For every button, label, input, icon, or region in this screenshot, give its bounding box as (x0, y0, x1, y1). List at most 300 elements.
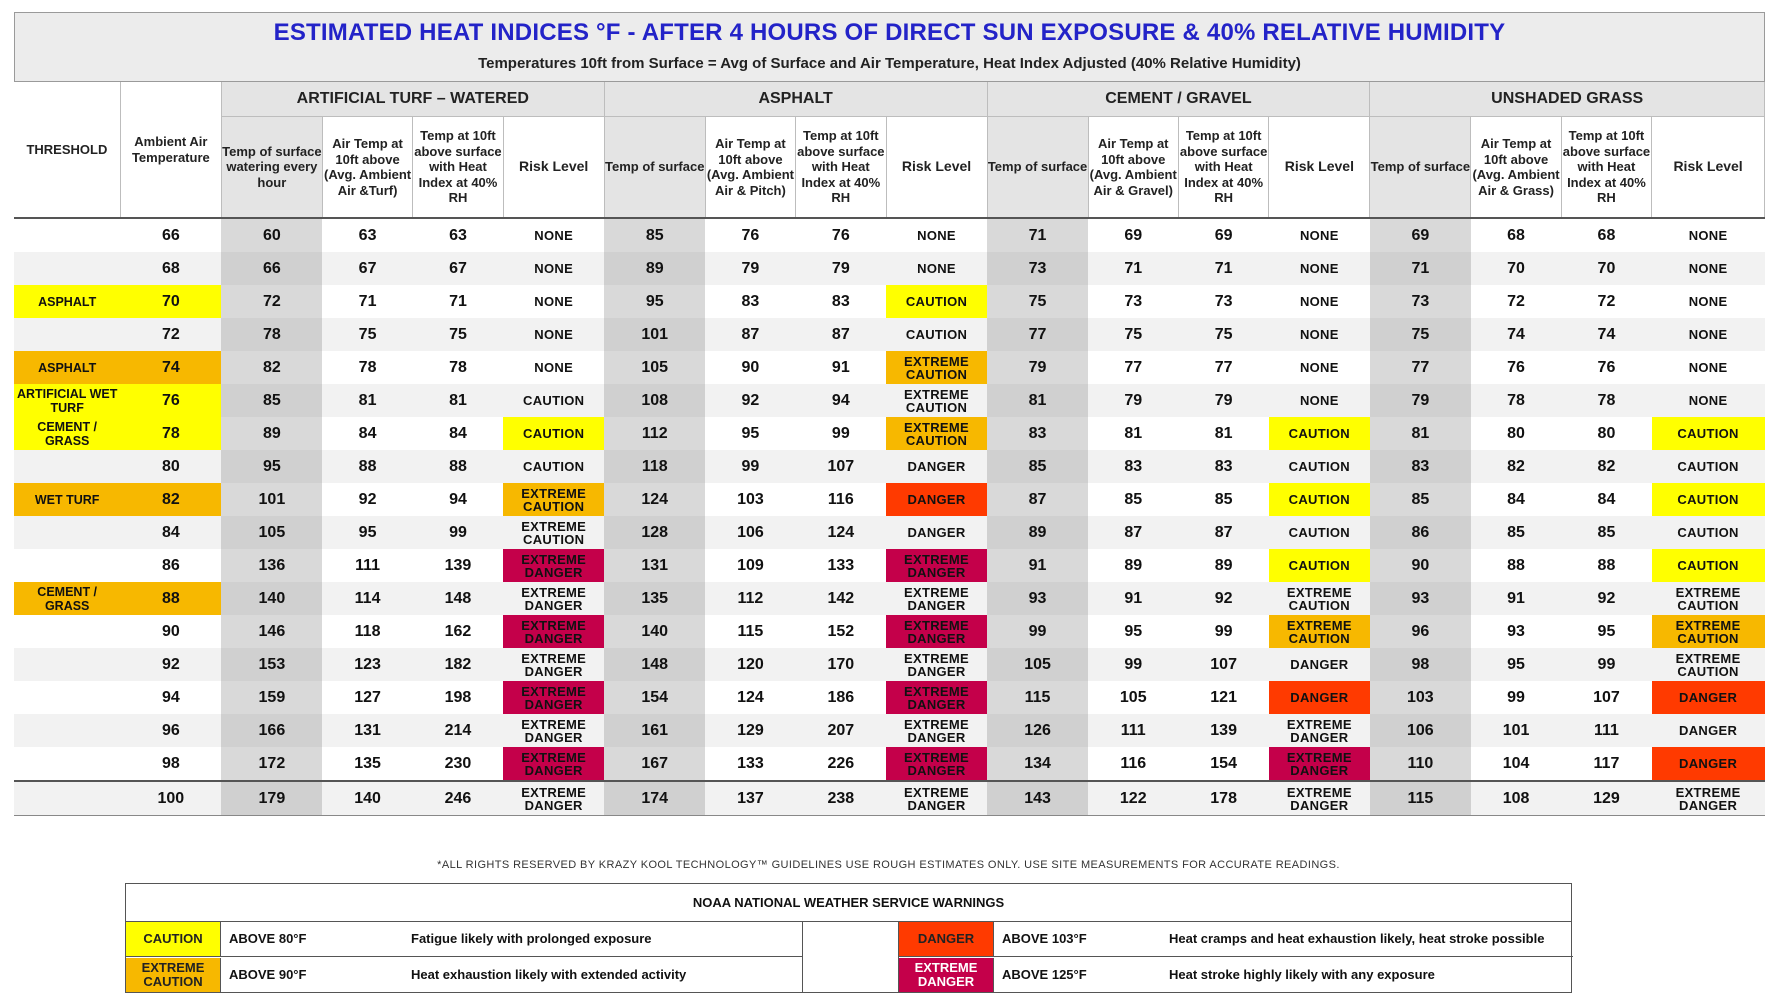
air-temp-10ft-cell: 79 (1088, 384, 1178, 417)
heat-index-10ft-cell: 170 (796, 648, 886, 681)
air-temp-10ft-cell: 75 (1088, 318, 1178, 351)
air-temp-10ft-cell: 72 (1507, 292, 1525, 310)
risk-level-cell: CAUTION (1269, 549, 1370, 582)
surface-temp-cell: 105 (987, 648, 1088, 681)
heat-index-10ft-cell: 186 (827, 688, 855, 706)
legend-title: NOAA NATIONAL WEATHER SERVICE WARNINGS (126, 884, 1571, 922)
heat-index-10ft-cell: 75 (1178, 318, 1268, 351)
heat-index-10ft-cell: 84 (1597, 490, 1616, 508)
ambient-temp-cell: 68 (120, 252, 221, 285)
col-header-g2-air-temp-10ft: Air Temp at 10ft above (Avg. Ambient Air & Gravel) (1088, 117, 1178, 219)
risk-level-cell: NONE (1299, 228, 1339, 243)
header (14, 12, 1765, 82)
table-row (14, 582, 1765, 615)
surface-temp-cell: 98 (1370, 648, 1471, 681)
surface-temp-cell: 83 (987, 417, 1088, 450)
legend-left-column (126, 921, 802, 993)
surface-temp-cell: 105 (221, 516, 322, 549)
table-row (14, 681, 1765, 714)
air-temp-10ft-cell: 106 (705, 516, 795, 549)
risk-level-cell: EXTREME DANGER (1652, 781, 1765, 816)
risk-level-cell: EXTREME CAUTION (886, 351, 987, 384)
col-header-g3-surface-temp: Temp of surface (1370, 117, 1471, 219)
surface-temp-cell: 106 (1370, 714, 1471, 747)
table-row (14, 615, 1765, 648)
surface-temp-cell: 93 (1370, 582, 1471, 615)
risk-level-cell: CAUTION (1269, 450, 1370, 483)
surface-temp-cell: 118 (604, 450, 705, 483)
legend-caution-desc: Fatigue likely with prolonged exposure (411, 931, 652, 946)
heat-index-10ft-cell: 111 (1561, 714, 1651, 747)
heat-index-10ft-cell: 92 (1561, 582, 1651, 615)
air-temp-10ft-cell: 95 (322, 516, 412, 549)
heat-index-10ft-cell: 142 (796, 582, 886, 615)
risk-level-cell: EXTREME DANGER (503, 549, 604, 582)
air-temp-10ft-cell: 71 (1088, 252, 1178, 285)
surface-temp-cell: 179 (221, 781, 322, 816)
risk-level-cell: CAUTION (503, 450, 604, 483)
risk-level-cell: EXTREME CAUTION (1652, 615, 1765, 648)
air-temp-10ft-cell: 63 (358, 226, 377, 244)
risk-level-cell: NONE (1688, 228, 1728, 243)
heat-index-10ft-cell: 107 (1178, 648, 1268, 681)
air-temp-10ft-cell: 81 (1124, 424, 1143, 442)
risk-level-cell: CAUTION (503, 384, 604, 417)
noaa-legend (125, 883, 1572, 993)
legend-extreme-danger-badge: EXTREME DANGER (899, 958, 994, 992)
legend-extreme-caution-badge: EXTREME CAUTION (126, 958, 221, 992)
surface-temp-cell: 172 (221, 747, 322, 781)
air-temp-10ft-cell: 123 (322, 648, 412, 681)
risk-level-cell: CAUTION (1652, 417, 1765, 450)
risk-level-cell: NONE (1269, 384, 1370, 417)
surface-temp-cell: 96 (1370, 615, 1471, 648)
heat-index-10ft-cell: 88 (413, 450, 503, 483)
surface-temp-cell: 95 (604, 285, 705, 318)
risk-level-cell: EXTREME CAUTION (886, 417, 987, 450)
heat-index-10ft-cell: 69 (1214, 226, 1233, 244)
surface-temp-cell: 85 (221, 384, 322, 417)
surface-temp-cell: 110 (1370, 747, 1471, 781)
risk-level-cell: EXTREME CAUTION (1652, 648, 1765, 681)
surface-temp-cell: 73 (1370, 285, 1471, 318)
heat-index-10ft-cell: 139 (444, 556, 472, 574)
surface-temp-cell: 99 (987, 615, 1088, 648)
air-temp-10ft-cell: 120 (705, 648, 795, 681)
table-row (14, 384, 1765, 417)
risk-level-cell: CAUTION (1269, 516, 1370, 549)
surface-temp-cell: 75 (987, 285, 1088, 318)
col-header-g0-air-temp-10ft: Air Temp at 10ft above (Avg. Ambient Air &Turf) (322, 117, 412, 219)
legend-row-extreme-danger (899, 957, 1573, 992)
surface-temp-cell: 72 (221, 285, 322, 318)
heat-index-10ft-cell: 198 (444, 688, 472, 706)
air-temp-10ft-cell: 122 (1088, 781, 1178, 816)
threshold-cell (14, 516, 120, 549)
air-temp-10ft-cell: 111 (1088, 714, 1178, 747)
risk-level-cell: EXTREME DANGER (886, 615, 987, 648)
surface-temp-cell: 82 (221, 351, 322, 384)
surface-temp-cell: 81 (987, 384, 1088, 417)
heat-index-10ft-cell: 107 (1593, 688, 1620, 706)
legend-right-column (899, 921, 1573, 993)
page-title: ESTIMATED HEAT INDICES °F - AFTER 4 HOURS OF DIRECT SUN EXPOSURE & 40% RELATIVE HUMIDITY (273, 19, 1506, 46)
risk-level-cell: NONE (503, 318, 604, 351)
risk-level-cell: EXTREME CAUTION (1652, 582, 1765, 615)
heat-index-10ft-cell: 85 (1561, 516, 1651, 549)
air-temp-10ft-cell: 67 (322, 252, 412, 285)
air-temp-10ft-cell: 68 (1507, 226, 1525, 244)
col-header-g2-heat-index-10ft: Temp at 10ft above surface with Heat Index at 40% RH (1178, 117, 1268, 219)
surface-temp-cell: 108 (604, 384, 705, 417)
risk-level-cell: EXTREME DANGER (503, 714, 604, 747)
surface-temp-cell: 161 (604, 714, 705, 747)
heat-index-10ft-cell: 89 (1214, 556, 1233, 574)
risk-level-cell: NONE (534, 360, 574, 375)
air-temp-10ft-cell: 74 (1471, 318, 1561, 351)
heat-index-10ft-cell: 87 (796, 318, 886, 351)
surface-temp-cell: 86 (1370, 516, 1471, 549)
air-temp-10ft-cell: 105 (1119, 688, 1147, 706)
heat-index-10ft-cell: 152 (827, 622, 855, 640)
risk-level-cell: NONE (1299, 360, 1339, 375)
surface-temp-cell: 134 (987, 747, 1088, 781)
air-temp-10ft-cell: 140 (322, 781, 412, 816)
heat-index-10ft-cell: 214 (413, 714, 503, 747)
table-row (14, 483, 1765, 516)
surface-temp-cell: 105 (604, 351, 705, 384)
ambient-temp-cell: 76 (120, 384, 221, 417)
air-temp-10ft-cell: 80 (1507, 424, 1525, 442)
copyright-footnote: *ALL RIGHTS RESERVED BY KRAZY KOOL TECHNOLOGY™ GUIDELINES USE ROUGH ESTIMATES ONLY. USE SITE MEASUREMENTS FOR ACCURATE READINGS. (437, 859, 1340, 871)
ambient-temp-cell: 74 (120, 351, 221, 384)
air-temp-10ft-cell: 111 (355, 556, 381, 574)
air-temp-10ft-cell: 88 (1507, 556, 1525, 574)
heat-index-10ft-cell: 83 (1178, 450, 1268, 483)
risk-level-cell: DANGER (886, 516, 987, 549)
ambient-temp-cell: 78 (120, 417, 221, 450)
col-header-g2-risk-level: Risk Level (1269, 117, 1370, 219)
surface-temp-cell: 89 (604, 252, 705, 285)
air-temp-10ft-cell: 90 (741, 358, 760, 376)
group-header-asphalt: ASPHALT (604, 82, 987, 117)
air-temp-10ft-cell: 95 (1471, 648, 1561, 681)
col-header-g2-surface-temp: Temp of surface (987, 117, 1088, 219)
threshold-cell (14, 252, 120, 285)
heat-index-10ft-cell: 94 (796, 384, 886, 417)
heat-index-10ft-cell: 230 (444, 754, 472, 772)
risk-level-cell: EXTREME DANGER (503, 615, 604, 648)
surface-temp-cell: 71 (987, 218, 1088, 252)
air-temp-10ft-cell: 76 (1507, 358, 1525, 376)
heat-index-10ft-cell: 95 (1597, 622, 1616, 640)
page-subtitle: Temperatures 10ft from Surface = Avg of Surface and Air Temperature, Heat Index Adjusted (40% Relative Humidity) (478, 55, 1301, 72)
threshold-cell (14, 648, 120, 681)
heat-index-10ft-cell: 162 (444, 622, 472, 640)
air-temp-10ft-cell: 99 (705, 450, 795, 483)
risk-level-cell: NONE (1299, 294, 1339, 309)
threshold-cell (14, 450, 120, 483)
risk-level-cell: EXTREME DANGER (503, 781, 604, 816)
risk-level-cell: NONE (1688, 294, 1728, 309)
risk-level-cell: DANGER (886, 483, 987, 516)
legend-row-caution (126, 921, 802, 957)
air-temp-10ft-cell: 69 (1124, 226, 1143, 244)
threshold-header: THRESHOLD (14, 82, 120, 218)
air-temp-10ft-cell: 101 (1471, 714, 1561, 747)
heat-index-10ft-cell: 76 (831, 226, 850, 244)
threshold-cell: CEMENT / GRASS (14, 582, 120, 615)
risk-level-cell: NONE (1652, 384, 1765, 417)
risk-level-cell: NONE (1688, 360, 1728, 375)
risk-level-cell: DANGER (1269, 681, 1370, 714)
risk-level-cell: EXTREME DANGER (886, 747, 987, 781)
surface-temp-cell: 93 (987, 582, 1088, 615)
air-temp-10ft-cell: 79 (705, 252, 795, 285)
table-row (14, 516, 1765, 549)
surface-temp-cell: 126 (987, 714, 1088, 747)
surface-temp-cell: 69 (1370, 218, 1471, 252)
col-header-g3-heat-index-10ft: Temp at 10ft above surface with Heat Index at 40% RH (1561, 117, 1651, 219)
heat-index-10ft-cell: 99 (413, 516, 503, 549)
legend-extreme-danger-desc: Heat stroke highly likely with any exposure (1169, 967, 1435, 982)
risk-level-cell: EXTREME DANGER (503, 648, 604, 681)
risk-level-cell: EXTREME DANGER (1269, 714, 1370, 747)
surface-temp-cell: 95 (221, 450, 322, 483)
risk-level-cell: CAUTION (1269, 483, 1370, 516)
air-temp-10ft-cell: 112 (705, 582, 795, 615)
heat-index-10ft-cell: 78 (1561, 384, 1651, 417)
air-temp-10ft-cell: 70 (1471, 252, 1561, 285)
air-temp-10ft-cell: 78 (358, 358, 377, 376)
heat-index-10ft-cell: 99 (1561, 648, 1651, 681)
risk-level-cell: NONE (1652, 252, 1765, 285)
table-row (14, 714, 1765, 747)
heat-index-10ft-cell: 81 (413, 384, 503, 417)
heat-index-10ft-cell: 139 (1178, 714, 1268, 747)
legend-caution-badge: CAUTION (126, 922, 221, 956)
ambient-temp-cell: 94 (161, 688, 180, 706)
legend-extreme-danger-threshold: ABOVE 125°F (1002, 967, 1087, 982)
heat-index-10ft-cell: 129 (1561, 781, 1651, 816)
group-header-cement-gravel: CEMENT / GRAVEL (987, 82, 1370, 117)
risk-level-cell: EXTREME DANGER (886, 549, 987, 582)
surface-temp-cell: 79 (987, 351, 1088, 384)
surface-temp-cell: 140 (221, 582, 322, 615)
risk-level-cell: DANGER (1652, 714, 1765, 747)
risk-level-cell: NONE (534, 228, 574, 243)
heat-index-10ft-cell: 75 (413, 318, 503, 351)
surface-temp-cell: 75 (1370, 318, 1471, 351)
surface-temp-cell: 148 (604, 648, 705, 681)
legend-row-extreme-caution (126, 957, 802, 992)
threshold-cell: ASPHALT (14, 351, 120, 384)
risk-level-cell: EXTREME CAUTION (886, 384, 987, 417)
risk-level-cell: EXTREME DANGER (1269, 747, 1370, 781)
table-row (14, 747, 1765, 781)
ambient-temp-cell: 92 (120, 648, 221, 681)
surface-temp-cell: 135 (604, 582, 705, 615)
risk-level-cell: NONE (534, 294, 574, 309)
air-temp-10ft-cell: 84 (1507, 490, 1525, 508)
risk-level-cell: NONE (1269, 252, 1370, 285)
risk-level-cell: CAUTION (886, 318, 987, 351)
air-temp-10ft-cell: 83 (1088, 450, 1178, 483)
surface-temp-cell: 85 (604, 218, 705, 252)
risk-level-cell: EXTREME DANGER (886, 648, 987, 681)
air-temp-10ft-cell: 75 (322, 318, 412, 351)
risk-level-cell: EXTREME DANGER (886, 582, 987, 615)
surface-temp-cell: 159 (221, 681, 322, 714)
threshold-cell (14, 714, 120, 747)
table-row (14, 218, 1765, 252)
threshold-cell: WET TURF (14, 483, 120, 516)
heat-index-10ft-cell: 148 (413, 582, 503, 615)
table-row (14, 285, 1765, 318)
heat-index-10ft-cell: 154 (1210, 754, 1237, 772)
risk-level-cell: EXTREME DANGER (503, 747, 604, 781)
table-row (14, 318, 1765, 351)
surface-temp-cell: 167 (604, 747, 705, 781)
risk-level-cell: NONE (1269, 318, 1370, 351)
surface-temp-cell: 101 (604, 318, 705, 351)
heat-index-10ft-cell: 121 (1210, 688, 1237, 706)
risk-level-cell: CAUTION (886, 285, 987, 318)
ambient-temp-cell: 98 (161, 754, 180, 772)
table-row (14, 417, 1765, 450)
heat-index-10ft-cell: 87 (1178, 516, 1268, 549)
legend-row-danger (899, 921, 1573, 957)
heat-index-10ft-cell: 133 (827, 556, 855, 574)
surface-temp-cell: 101 (221, 483, 322, 516)
threshold-cell (14, 318, 120, 351)
risk-level-cell: CAUTION (1652, 549, 1765, 582)
heat-index-10ft-cell: 238 (796, 781, 886, 816)
risk-level-cell: EXTREME DANGER (1269, 781, 1370, 816)
col-header-g0-heat-index-10ft: Temp at 10ft above surface with Heat Index at 40% RH (413, 117, 503, 219)
surface-temp-cell: 115 (1370, 781, 1471, 816)
surface-temp-cell: 90 (1370, 549, 1471, 582)
air-temp-10ft-cell: 92 (705, 384, 795, 417)
heat-index-10ft-cell: 85 (1214, 490, 1233, 508)
air-temp-10ft-cell: 73 (1124, 292, 1143, 310)
heat-index-10ft-cell: 76 (1597, 358, 1616, 376)
surface-temp-cell: 85 (987, 450, 1088, 483)
air-temp-10ft-cell: 85 (1471, 516, 1561, 549)
table-row (14, 252, 1765, 285)
risk-level-cell: NONE (1652, 318, 1765, 351)
risk-level-cell: CAUTION (1269, 417, 1370, 450)
risk-level-cell: CAUTION (503, 417, 604, 450)
air-temp-10ft-cell: 93 (1507, 622, 1525, 640)
air-temp-10ft-cell: 133 (737, 754, 764, 772)
risk-level-cell: CAUTION (1652, 516, 1765, 549)
air-temp-10ft-cell: 88 (322, 450, 412, 483)
risk-level-cell: NONE (503, 252, 604, 285)
heat-index-10ft-cell: 77 (1214, 358, 1233, 376)
ambient-temp-cell: 82 (120, 483, 221, 516)
air-temp-10ft-cell: 124 (737, 688, 764, 706)
risk-level-cell: DANGER (886, 450, 987, 483)
ambient-header: Ambient Air Temperature (120, 82, 221, 218)
air-temp-10ft-cell: 129 (705, 714, 795, 747)
air-temp-10ft-cell: 85 (1124, 490, 1143, 508)
col-header-g1-surface-temp: Temp of surface (604, 117, 705, 219)
risk-level-cell: EXTREME CAUTION (1269, 615, 1370, 648)
air-temp-10ft-cell: 81 (322, 384, 412, 417)
air-temp-10ft-cell: 83 (741, 292, 760, 310)
air-temp-10ft-cell: 127 (354, 688, 381, 706)
surface-temp-cell: 81 (1370, 417, 1471, 450)
risk-level-cell: DANGER (1269, 648, 1370, 681)
heat-index-10ft-cell: 80 (1597, 424, 1616, 442)
surface-temp-cell: 66 (221, 252, 322, 285)
air-temp-10ft-cell: 76 (741, 226, 760, 244)
heat-index-10ft-cell: 92 (1178, 582, 1268, 615)
surface-temp-cell: 87 (987, 483, 1088, 516)
air-temp-10ft-cell: 82 (1471, 450, 1561, 483)
surface-temp-cell: 85 (1370, 483, 1471, 516)
ambient-temp-cell: 84 (120, 516, 221, 549)
heat-index-10ft-cell: 73 (1214, 292, 1233, 310)
surface-temp-cell: 166 (221, 714, 322, 747)
heat-index-10ft-cell: 81 (1214, 424, 1233, 442)
threshold-cell (14, 781, 120, 816)
surface-temp-cell: 89 (221, 417, 322, 450)
heat-index-10ft-cell: 84 (449, 424, 467, 442)
air-temp-10ft-cell: 99 (1088, 648, 1178, 681)
risk-level-cell: CAUTION (1652, 483, 1765, 516)
heat-index-10ft-cell: 79 (796, 252, 886, 285)
surface-temp-cell: 124 (604, 483, 705, 516)
heat-index-10ft-cell: 71 (1178, 252, 1268, 285)
heat-index-10ft-cell: 82 (1561, 450, 1651, 483)
group-header-unshaded-grass: UNSHADED GRASS (1370, 82, 1765, 117)
heat-index-10ft-cell: 67 (413, 252, 503, 285)
risk-level-cell: DANGER (1652, 681, 1765, 714)
group-header-artificial-turf: ARTIFICIAL TURF – WATERED (221, 82, 604, 117)
heat-index-10ft-cell: 71 (449, 292, 467, 310)
air-temp-10ft-cell: 103 (737, 490, 764, 508)
legend-danger-badge: DANGER (899, 922, 994, 956)
air-temp-10ft-cell: 137 (705, 781, 795, 816)
surface-temp-cell: 146 (221, 615, 322, 648)
surface-temp-cell: 83 (1370, 450, 1471, 483)
surface-temp-cell: 140 (604, 615, 705, 648)
heat-index-10ft-cell: 63 (449, 226, 467, 244)
air-temp-10ft-cell: 109 (737, 556, 764, 574)
surface-temp-cell: 78 (221, 318, 322, 351)
air-temp-10ft-cell: 131 (322, 714, 412, 747)
air-temp-10ft-cell: 95 (741, 424, 760, 442)
threshold-cell (14, 615, 120, 648)
ambient-temp-cell: 88 (120, 582, 221, 615)
heat-index-10ft-cell: 99 (1214, 622, 1233, 640)
ambient-temp-cell: 90 (161, 622, 180, 640)
threshold-cell: CEMENT / GRASS (14, 417, 120, 450)
risk-level-cell: NONE (917, 228, 956, 243)
legend-danger-threshold: ABOVE 103°F (1002, 931, 1087, 946)
heat-index-10ft-cell: 94 (449, 490, 467, 508)
heat-index-10ft-cell: 107 (796, 450, 886, 483)
surface-temp-cell: 153 (221, 648, 322, 681)
table-row (14, 648, 1765, 681)
risk-level-cell: EXTREME DANGER (503, 681, 604, 714)
air-temp-10ft-cell: 135 (354, 754, 381, 772)
col-header-g1-heat-index-10ft: Temp at 10ft above surface with Heat Index at 40% RH (796, 117, 886, 219)
ambient-temp-cell: 80 (120, 450, 221, 483)
surface-temp-cell: 131 (604, 549, 705, 582)
